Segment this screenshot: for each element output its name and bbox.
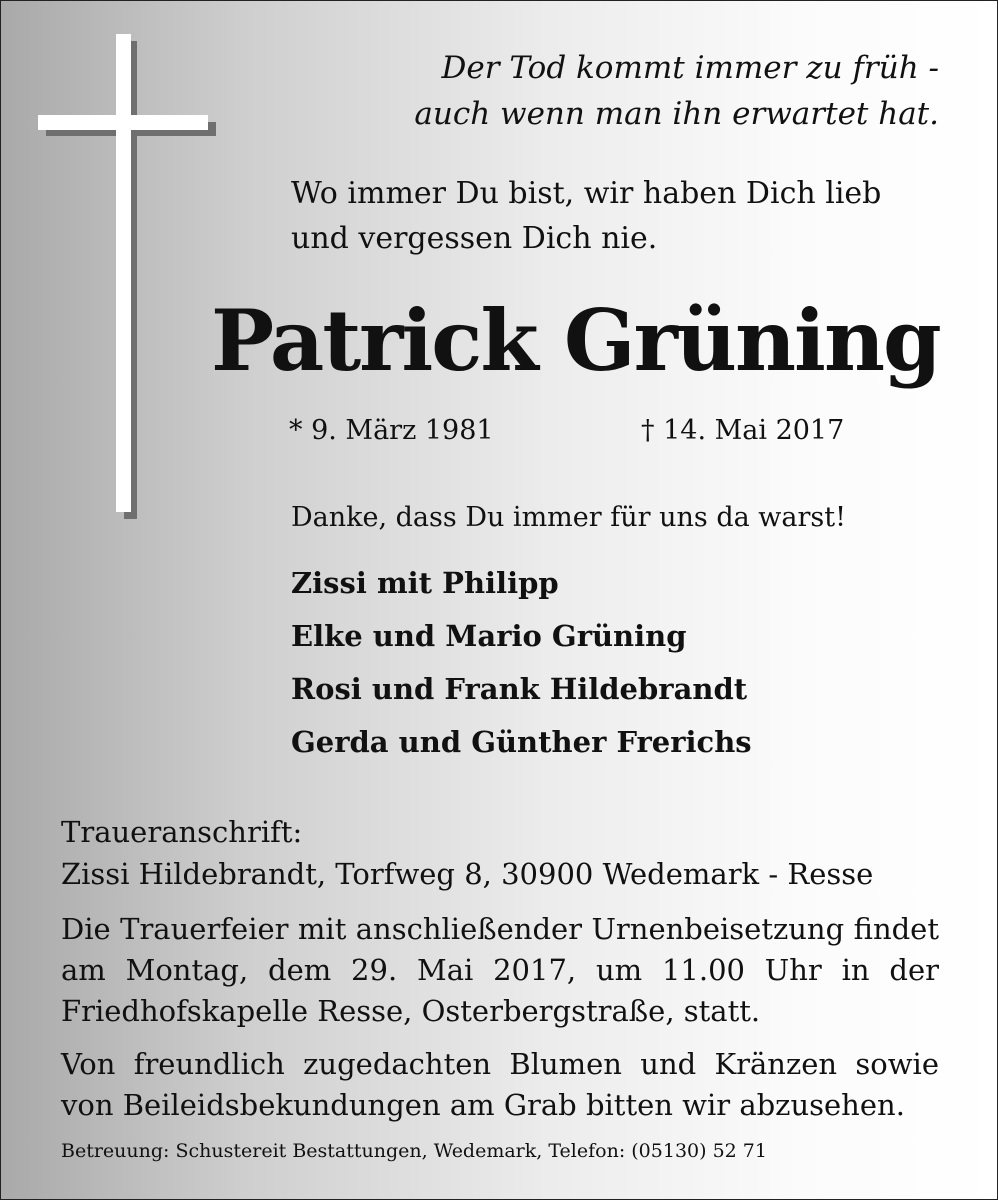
death-date: † 14. Mai 2017	[641, 415, 845, 446]
ceremony-paragraph: Die Trauerfeier mit anschließender Urnenbeisetzung findet am Montag, dem 29. Mai 2017, um 11.00 Uhr in der Friedhofskapelle Resse, Osterbergstraße, statt.	[61, 912, 939, 1028]
dedication-line-2: und vergessen Dich nie.	[291, 221, 658, 256]
birth-date: * 9. März 1981	[289, 415, 494, 446]
cross-beam-horizontal	[38, 115, 208, 130]
quote-line-1: Der Tod kommt immer zu früh -	[441, 50, 939, 86]
thanks-line: Danke, dass Du immer für uns da warst!	[291, 502, 846, 533]
family-member: Rosi und Frank Hildebrandt	[291, 672, 748, 706]
undertaker-footer: Betreuung: Schustereit Bestattungen, Wedemark, Telefon: (05130) 52 71	[61, 1140, 767, 1162]
family-member: Zissi mit Philipp	[291, 566, 559, 600]
dedication	[291, 171, 881, 261]
memorial-quote	[414, 45, 939, 137]
quote-line-2: auch wenn man ihn erwartet hat.	[414, 96, 939, 132]
family-member: Gerda und Günther Frerichs	[291, 725, 752, 759]
mourning-address	[61, 811, 873, 895]
cross-beam-vertical	[116, 34, 131, 512]
address-value: Zissi Hildebrandt, Torfweg 8, 30900 Wedemark - Resse	[61, 857, 874, 891]
address-label: Traueranschrift:	[61, 815, 303, 849]
dedication-line-1: Wo immer Du bist, wir haben Dich lieb	[291, 176, 882, 211]
flowers-paragraph: Von freundlich zugedachten Blumen und Kränzen sowie von Beileidsbekundungen am Grab bitten wir abzusehen.	[61, 1047, 939, 1122]
family-member: Elke und Mario Grüning	[291, 619, 687, 653]
family-list	[291, 557, 752, 769]
deceased-name: Patrick Grüning	[211, 291, 940, 390]
